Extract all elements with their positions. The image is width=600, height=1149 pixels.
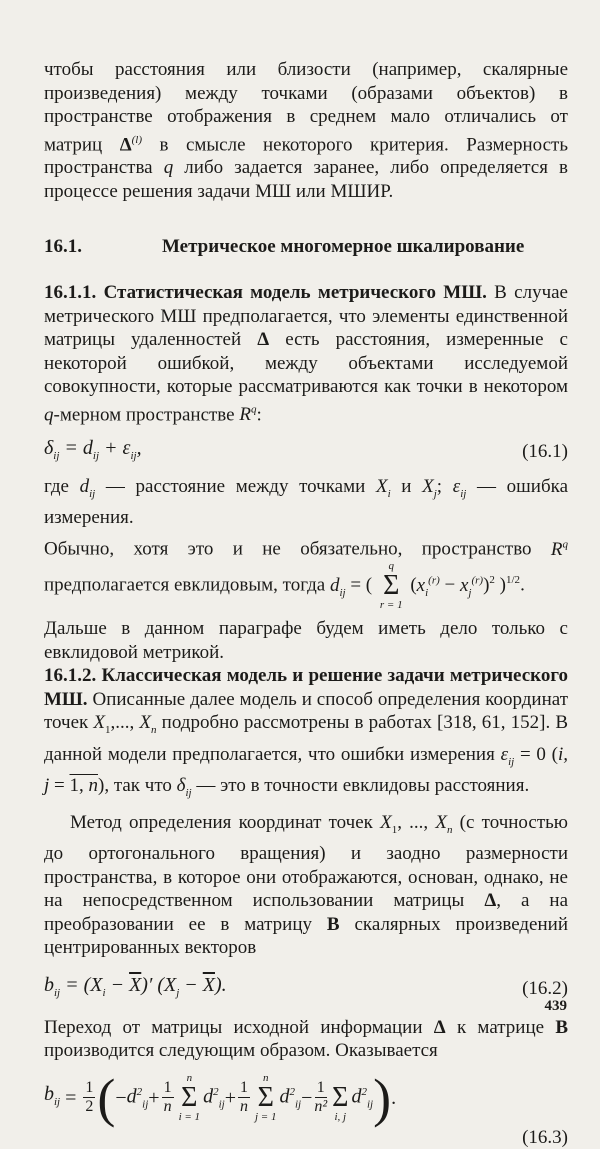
equation-number: (16.2) [522,977,568,999]
intro-paragraph: чтобы расстояния или близости (например, скалярные произведения) между точками (образами объектов) в пространстве отображения в среднем мало отличались от матриц $\Delta^{(l)}$ в смысле некоторого критерия. Размерность пространства q либо задается заранее, либо определяется в процессе решения задачи МШ или МШИР. [44,59,568,202]
equation-16-2: $b_{ij} = (X_i - \overline{X})'$ $(X_j - \overline{X})$. (16.2) [44,972,568,1006]
further-paragraph: Дальше в данном параграфе будем иметь дело только с евклидовой метрикой. [44,618,568,663]
section-title: Метрическое многомерное шкалирование [162,236,525,258]
equation-16-1: $\delta_{ij} = d_{ij} + \varepsilon_{ij}$, (16.1) [44,435,568,469]
fraction-half: $\frac{1}{2}$ [85,1079,94,1116]
method-paragraph: Метод определения координат точек $X_1$, ..., $X_n$ (с точностью до ортогонального вращения) и заодно размерности пространства, в которое они отображаются, основан, однако, не на непосредственном использовании матрицы Δ, а на преобразовании ее в матрицу B скалярных произведений центрированных векторов [44,812,569,959]
equation-16-3: $b_{ij}$ = $\frac{1}{2}$ ( − $d^2_{ij}$ + $\frac{1}{n}$ n Σ i = 1 $d^2_{ij}$ + $\frac{1}{n}$ n Σ j = 1 $d^2_{ij}$ − $\frac{1}{\text{n²}}$ Σ i, j $d^2_{ij}$ ) . [44,1067,397,1128]
section-number: 16.1. [44,236,82,258]
subsection-2-heading: 16.1.2. Классическая модель и решение задачи метрического МШ. [44,665,568,710]
section-heading [44,235,568,259]
sum-symbol: q Σ r = 1 [379,560,403,612]
where-paragraph: где $d_{ij}$ — расстояние между точками $X_i$ и $X_j$; $\varepsilon_{ij}$ — ошибка измерения. [44,475,568,528]
equation-number: (16.1) [522,440,568,462]
subsection-1-paragraph: 16.1.1. Статистическая модель метрического МШ. В случае метрического МШ предполагается, что элементы единственной матрицы удаленностей Δ есть расстояния, измеренные с некоторой ошибкой, между объектами исследуемой совокупности, которые рассматриваются как точки в некотором q-мерном пространстве $R^q$: [44,282,568,426]
page-body [44,58,568,1149]
euclidean-paragraph: Обычно, хотя это и не обязательно, пространство $R^q$ предполагается евклидовым, тогда $d_{ij}$ = ( q Σ r = 1 $(x_i^{(r)} - x_j^{(r)})^2$ )$^{1/2}$. [44,538,568,612]
transition-paragraph: Переход от матрицы исходной информации Δ к матрице B производится следующим образом. Оказывается [44,1016,569,1062]
subsection-1-heading: 16.1.1. Статистическая модель метрического МШ. [44,282,487,304]
page-number: 439 [544,998,567,1014]
equation-number: (16.3) [522,1126,568,1148]
subsection-2-paragraph: 16.1.2. Классическая модель и решение задачи метрического МШ. Описанные далее модель и способ определения координат точек $X_1$,..., $X_n$ подробно рассмотрены в работах [318, 61, 152]. В данной модели предполагается, что ошибки измерения $\varepsilon_{ij} = 0$ (i, j = 1, n), так что $\delta_{ij}$ — это в точности евклидовы расстояния. [44,665,569,799]
